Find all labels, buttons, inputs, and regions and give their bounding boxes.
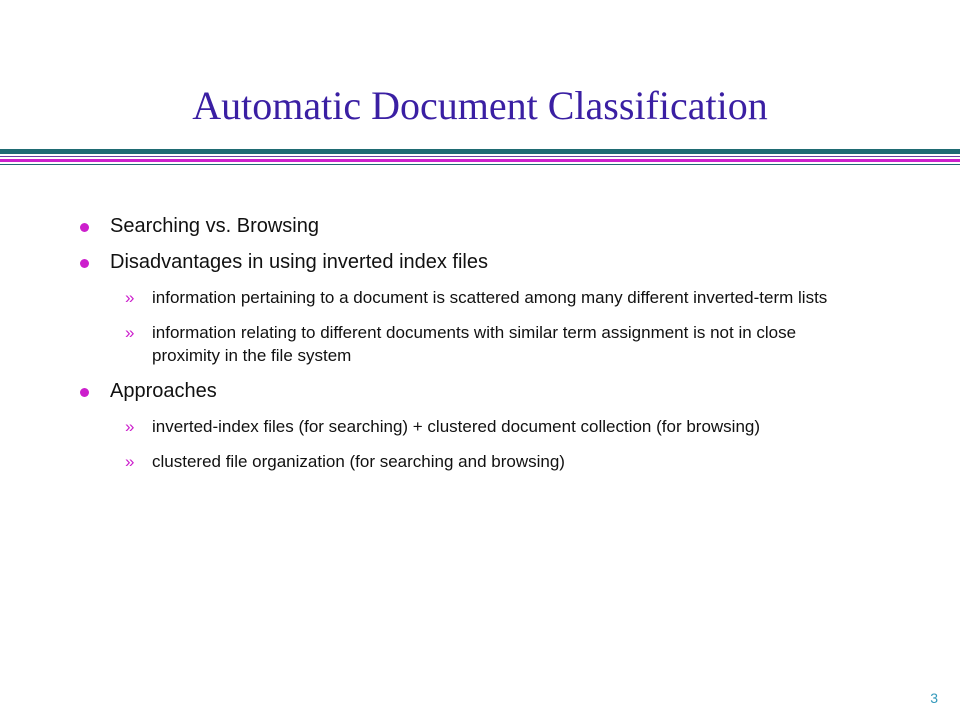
sub-list-item-text: information pertaining to a document is scattered among many different inverted-term lists	[152, 288, 828, 307]
list-item	[80, 214, 900, 238]
bullet-dot-icon	[80, 388, 89, 397]
sub-bullet-arrow-icon: »	[125, 323, 135, 342]
bullet-dot-icon	[80, 259, 89, 268]
rule-thin-1	[0, 156, 960, 157]
list-item-text: Searching vs. Browsing	[110, 215, 319, 237]
list-item-text: Approaches	[110, 380, 217, 402]
page-number: 3	[930, 690, 938, 706]
list-item-text: Disadvantages in using inverted index files	[110, 251, 488, 273]
sub-list-item	[80, 286, 900, 309]
list-item	[80, 250, 900, 274]
sub-list-item	[80, 450, 900, 473]
rule-magenta	[0, 159, 960, 162]
rule-teal-top	[0, 149, 960, 154]
sub-list-item-text: clustered file organization (for searching and browsing)	[152, 452, 565, 471]
sub-list-item-text: information relating to different documents with similar term assignment is not in close proximity in the file system	[152, 323, 797, 365]
slide-title: Automatic Document Classification	[192, 83, 768, 128]
sub-list-item-text: inverted-index files (for searching) + clustered document collection (for browsing)	[152, 417, 761, 436]
rule-thin-2	[0, 164, 960, 165]
bullet-dot-icon	[80, 223, 89, 232]
sub-list-item	[80, 415, 900, 438]
bullet-list	[80, 214, 900, 485]
sub-bullet-arrow-icon: »	[125, 417, 135, 436]
sub-bullet-arrow-icon: »	[125, 288, 135, 307]
list-item	[80, 379, 900, 403]
sub-bullet-arrow-icon: »	[125, 452, 135, 471]
sub-list-item	[80, 321, 900, 367]
